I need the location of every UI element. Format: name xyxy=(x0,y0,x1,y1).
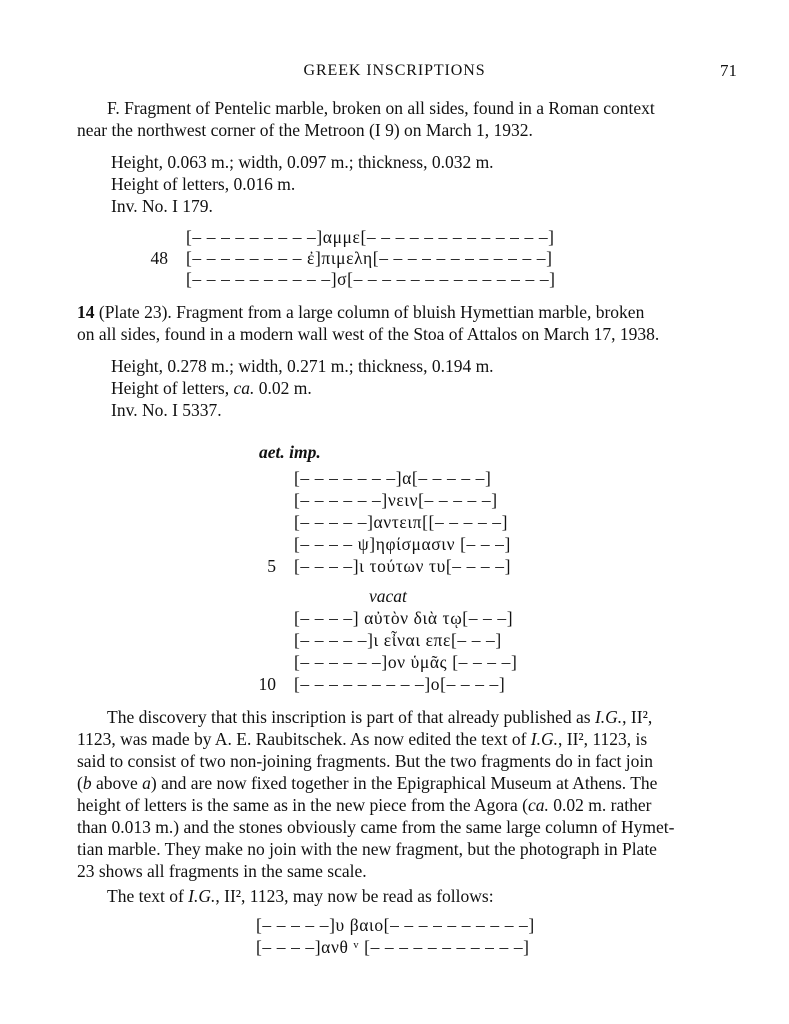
line-text: [– – – – – – – – –]ο[– – – –] xyxy=(294,674,506,694)
italic-text: I.G. xyxy=(530,729,559,749)
line-text: [– – – – – – –]α[– – – – –] xyxy=(294,468,492,488)
line-text: [– – – – – –]ον ὑμᾶς [– – – –] xyxy=(294,652,518,672)
inscription-14-description-line: on all sides, found in a modern wall west of the Stoa of Attalos on March 17, 1938. xyxy=(77,324,660,344)
closing-sentence xyxy=(77,885,737,907)
fragment-f-measurements xyxy=(111,151,494,217)
italic-text: a xyxy=(142,773,151,793)
paragraph-line: The discovery that this inscription is part of that already published as I.G., II², xyxy=(107,707,653,727)
line-text: [– – – – ψ]ηφίσμασιν [– – –] xyxy=(294,534,511,554)
line-text: [– – – – – –]νειν[– – – – –] xyxy=(294,490,498,510)
running-header xyxy=(0,60,789,82)
line-text: [– – – – –]ι εἶναι επε[– – –] xyxy=(294,630,502,650)
italic-text: ca. xyxy=(527,795,549,815)
fragment-f-dimensions: Height, 0.063 m.; width, 0.097 m.; thickness, 0.032 m. xyxy=(111,152,494,172)
line-text: [– – – – – – – – ἐ]πιμελη[– – – – – – – – – – – –] xyxy=(186,248,553,268)
line-text: [– – – –]ανθ ᵛ [– – – – – – – – – – –] xyxy=(256,937,530,957)
line-text: [– – – –]ι τούτων τυ[– – – –] xyxy=(294,556,512,576)
inscription-14-dimensions: Height, 0.278 m.; width, 0.271 m.; thickness, 0.194 m. xyxy=(111,356,494,376)
inscription-14-description-line: 14 (Plate 23). Fragment from a large column of bluish Hymettian marble, broken xyxy=(77,302,645,322)
inscription-14-inventory: Inv. No. I 5337. xyxy=(111,400,222,420)
fragment-f-description-line: near the northwest corner of the Metroon (I 9) on March 1, 1932. xyxy=(77,120,533,140)
line-text: [– – – – –]υ βαιο[– – – – – – – – – –] xyxy=(256,915,535,935)
line-number: 48 xyxy=(150,248,168,268)
line-text: [– – – – –]αντειπ[[– – – – –] xyxy=(294,512,509,532)
inscription-14-letter-height: Height of letters, ca. 0.02 m. xyxy=(111,378,312,398)
paragraph-line: tian marble. They make no join with the new fragment, but the photograph in Plate xyxy=(77,839,657,859)
fragment-f-inventory: Inv. No. I 179. xyxy=(111,196,213,216)
paragraph-line: (b above a) and are now fixed together in the Epigraphical Museum at Athens. The xyxy=(77,773,658,793)
running-title: GREEK INSCRIPTIONS xyxy=(303,62,486,79)
fragment-f-description xyxy=(77,97,737,141)
paragraph-line: 23 shows all fragments in the same scale. xyxy=(77,861,367,881)
vacat-mark: vacat xyxy=(369,586,407,606)
inscription-14-measurements xyxy=(111,355,494,421)
paragraph-line: said to consist of two non-joining fragments. But the two fragments do in fact join xyxy=(77,751,653,771)
page-number: 71 xyxy=(720,61,737,80)
line-text: [– – – –] αὐτὸν διὰ τῳ[– – –] xyxy=(294,608,514,628)
inscription-caption: aet. imp. xyxy=(259,442,321,462)
discussion-paragraph xyxy=(77,706,737,882)
paragraph-line: 1123, was made by A. E. Raubitschek. As now edited the text of I.G., II², 1123, is xyxy=(77,729,648,749)
inscription-number: 14 xyxy=(77,302,95,322)
line-number: 10 xyxy=(258,674,276,694)
paragraph-line: than 0.013 m.) and the stones obviously came from the same large column of Hymet- xyxy=(77,817,675,837)
fragment-f-letter-height: Height of letters, 0.016 m. xyxy=(111,174,296,194)
italic-text: I.G. xyxy=(594,707,623,727)
fragment-f-description-line: F. Fragment of Pentelic marble, broken on all sides, found in a Roman context xyxy=(107,98,655,118)
line-text: [– – – – – – – – – –]σ[– – – – – – – – – – – – – –] xyxy=(186,269,556,289)
inscription-14-description xyxy=(77,301,737,345)
italic-text: b xyxy=(82,773,92,793)
italic-text: I.G. xyxy=(188,886,216,906)
paragraph-line: height of letters is the same as in the new piece from the Agora (ca. 0.02 m. rather xyxy=(77,795,652,815)
paragraph-line: The text of I.G., II², 1123, may now be read as follows: xyxy=(107,886,494,906)
line-number: 5 xyxy=(267,556,276,576)
line-text: [– – – – – – – – –]αμμε[– – – – – – – – – – – – –] xyxy=(186,227,555,247)
